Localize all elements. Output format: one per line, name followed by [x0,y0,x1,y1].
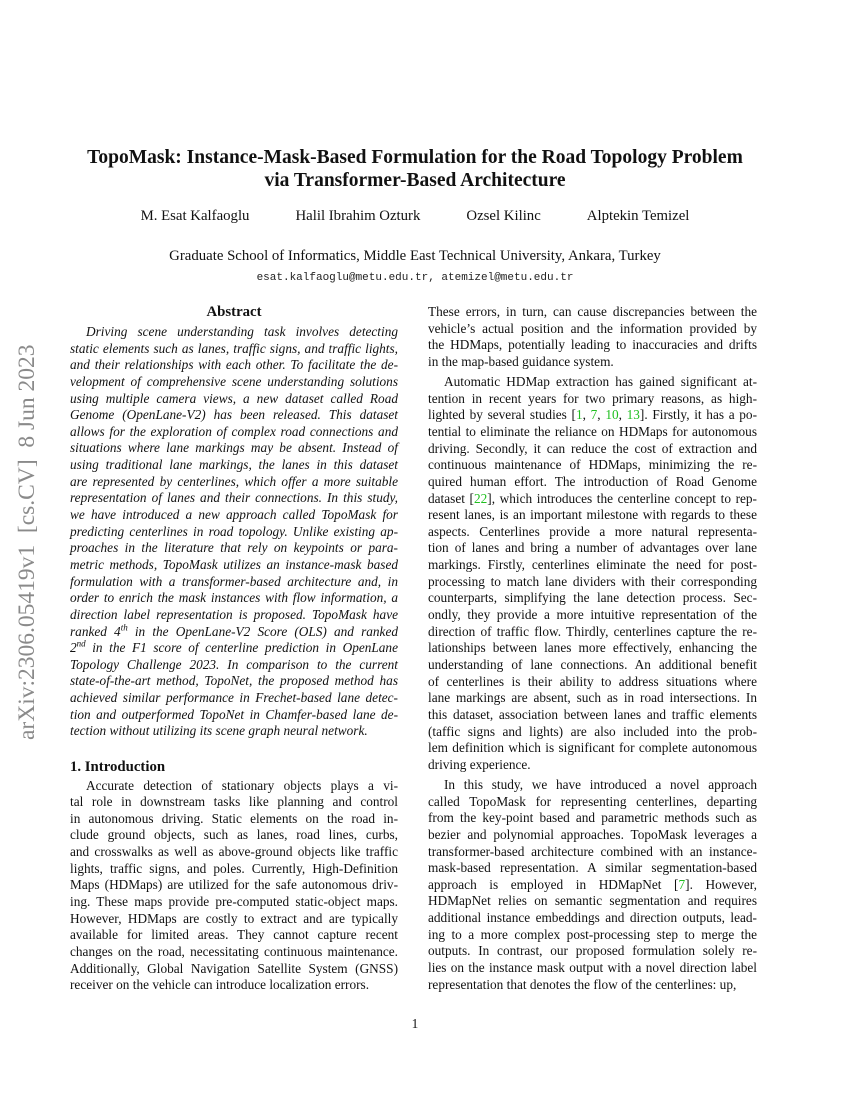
author-list [0,208,830,225]
text-line: These errors, in turn, can cause discrepancies between the [428,304,757,319]
abstract-body [70,324,398,740]
text-line: formulation with a transformer-based architecture and, in [70,573,398,589]
text-line: the HDMaps, potentially leading to inaccuracies and drifts [428,337,757,353]
text-span: , [618,407,627,423]
title-line-1: TopoMask: Instance-Mask-Based Formulation for the Road Topology Problem [87,147,743,168]
text-line: However, HDMaps are costly to extract and are typically [70,910,398,926]
paragraph [70,324,398,740]
text-line: are represented by centerlines, which offer a more suitable [70,473,398,489]
text-line: in the map-based guidance system. [428,353,614,369]
text-line: tion and outperformed TopoNet in Chamfer-based lane de- [70,706,398,722]
text-line: Accurate detection of stationary objects plays a vi- [86,777,398,793]
text-line: Additionally, Global Navigation Satellite System (GNSS) [70,960,398,976]
right-column-body [428,304,757,993]
citation-link[interactable]: 22 [473,490,488,506]
text-line: tal role in downstream tasks like planning and control [70,794,398,810]
text-line: of centerlines is their ability to address situations where [428,673,757,689]
text-line: direction label representation is proposed. TopoMask have [70,606,398,622]
text-line [70,624,398,641]
text-line: In this study, we have introduced a novel approach [444,776,757,792]
citation-link[interactable]: 7 [590,407,598,423]
text-line: ondly, they provide a more intuitive representation of the [428,607,757,623]
text-line: lane markings are absent, such as in road intersections. In [428,690,757,706]
text-line: in autonomous driving. Static elements on the road in- [70,810,398,826]
text-line: Maps (HDMaps) are utilized for the safe autonomous driv- [70,877,398,893]
author: Alptekin Temizel [586,208,690,224]
text-line: tion of lanes and bring a number of advantages over lane [428,540,757,556]
text-span: , [582,407,591,423]
text-line: this dataset, association between lanes and traffic elements [428,706,757,722]
text-line [428,491,757,508]
text-span: in the F1 score of centerline prediction in OpenLane [85,640,398,656]
author: Halil Ibrahim Ozturk [295,208,421,224]
text-line: situations where lane markings may be absent. Instead of [70,440,398,456]
text-span: ], which introduces the centerline concept to rep- [487,490,757,506]
text-line: available for limited areas. They cannot capture recent [70,927,398,943]
text-span: in the OpenLane-V2 Score (OLS) and ranked [127,623,398,639]
text-line: state-of-the-art method, TopoNet, the proposed method has [70,673,398,689]
text-span: , [597,407,606,423]
text-line: mask-based representation. A similar segmentation-based [428,860,757,876]
text-span: ranked 4 [70,623,121,639]
text-line: processing to match lane dividers with their corresponding [428,573,757,589]
introduction-body [70,778,398,994]
text-line: outputs. In contrast, our proposed formulation solely re- [428,943,757,959]
text-line: and crosswalks as well as above-ground objects like traffic [70,844,398,860]
text-line: tention in recent years for two primary reasons, as high- [428,390,757,406]
superscript: th [120,622,128,633]
arxiv-watermark: arXiv:2306.05419v1 [cs.CV] 8 Jun 2023 [14,344,40,740]
text-line: and their relationships with each other. To facilitate the de- [70,357,398,373]
text-line: achieved similar performance in Frechet-based lane detec- [70,690,398,706]
text-line [428,407,757,424]
author-emails: esat.kalfaoglu@metu.edu.tr, atemizel@metu.edu.tr [256,272,574,284]
text-line: representation of lanes and their connections. In this study, [70,490,398,506]
text-line: we have introduced a new approach called TopoMask for [70,507,398,523]
author: Ozsel Kilinc [466,208,541,224]
text-line: lationships between lanes more effectively, enhancing the [428,640,757,656]
text-line: understanding of lane connections. An additional benefit [428,656,757,672]
text-line: markings. Firstly, centerlines eliminate the need for post- [428,557,757,573]
text-line: transformer-based architecture combined with an instance- [428,843,757,859]
text-line: ing. These maps provide pre-computed static-object maps. [70,894,398,909]
citation-link[interactable]: 7 [678,876,686,892]
left-column [70,303,398,997]
text-line: static elements such as lanes, traffic signs, and traffic lights, [70,340,398,356]
affiliation: Graduate School of Informatics, Middle East Technical University, Ankara, Turkey [169,248,661,264]
text-line: called TopoMask for representing centerlines, departing [428,793,757,809]
text-line: Topology Challenge 2023. In comparison to the current [70,656,398,672]
text-line: receiver on the vehicle can introduce localization errors. [70,977,370,993]
citation-link[interactable]: 1 [575,407,583,423]
paragraph [428,304,757,371]
text-line: representation that denotes the flow of the centerlines: up, [428,976,737,992]
text-line: vehicle’s actual position and the information provided by [428,320,757,336]
text-line: driving experience. [428,756,531,772]
citation-link[interactable]: 10 [605,407,619,423]
text-line: lies on the instance mask output with a novel direction label [428,959,757,975]
superscript: nd [76,638,86,649]
author: M. Esat Kalfaoglu [140,208,250,224]
paragraph [70,778,398,994]
text-line: tential to eliminate the reliance on HDMaps for autonomous [428,423,757,439]
text-line: velopment of comprehensive scene understanding solutions [70,373,398,389]
text-line: proaches in the literature that rely on keypoints or para- [70,540,398,556]
text-line: additional instance embeddings and direction outputs, lead- [428,910,757,926]
text-line: using multiple camera views, a new dataset called Road [70,390,398,406]
text-span: 2 [70,640,77,656]
right-column [428,304,757,997]
text-line: resent lanes, is an important milestone with regards to these [428,507,757,523]
text-line: Driving scene understanding task involves detecting [86,324,398,339]
text-line: changes on the road, necessitating continuous maintenance. [70,943,398,959]
section-heading-introduction: 1. Introduction [70,758,166,775]
text-line: Genome (OpenLane-V2) has been released. This dataset [70,407,398,423]
paragraph [428,374,757,773]
text-line: lights, traffic signs, and poles. Currently, High-Definition [70,860,398,876]
abstract-heading: Abstract [206,304,262,320]
text-line: continuous maintenance of HDMaps, minimizing the re- [428,457,757,473]
text-line: direction of traffic flow. Thirdly, centerlines capture the re- [428,623,757,639]
text-line [70,640,398,657]
text-line: using traditional lane markings, the lanes in this dataset [70,457,398,473]
text-line: metric methods, TopoMask utilizes an instance-mask based [70,556,398,572]
text-line: allows for the exploration of complex road connections and [70,423,398,439]
text-line: tection without utilizing its scene graph neural network. [70,723,368,739]
text-line [428,877,757,894]
text-line: lem definition which is significant for complete autonomous [428,740,757,756]
text-line: Automatic HDMap extraction has gained significant at- [444,374,757,390]
paragraph [428,777,757,993]
text-line: from the key-point based and parametric methods such as [428,810,757,826]
citation-link[interactable]: 13 [626,407,640,423]
text-span: ]. However, [685,876,757,892]
text-line: counterparts, simplifying the lane detection process. Sec- [428,590,757,606]
text-line: bezier and polynomial approaches. TopoMask leverages a [428,826,757,842]
text-span: lighted by several studies [ [428,407,576,423]
text-span: ]. Firstly, it has a po- [639,407,758,423]
text-line: order to enrich the mask instances with flow information, a [70,590,398,606]
title-line-2: via Transformer-Based Architecture [264,170,566,191]
text-line: clude ground objects, such as lanes, road lines, curbs, [70,827,398,843]
page-number: 1 [411,1016,419,1031]
text-span: approach is employed in HDMapNet [ [428,876,679,892]
text-line: driving. Secondly, it can reduce the cost of extraction and [428,440,757,456]
text-line: predicting centerlines in road topology. Unlike existing ap- [70,523,398,539]
text-line: HDMapNet relies on semantic segmentation and requires [428,893,757,909]
text-line: ing to a more complex post-processing step to merge the [428,926,757,942]
text-span: dataset [ [428,490,474,506]
text-line: quired human effort. The introduction of Road Genome [428,473,757,489]
paper-title [0,146,830,192]
text-line: (taffic signs and lights) are also included into the prob- [428,723,757,739]
text-line: aspects. Centerlines provide a more natural representa- [428,523,757,539]
